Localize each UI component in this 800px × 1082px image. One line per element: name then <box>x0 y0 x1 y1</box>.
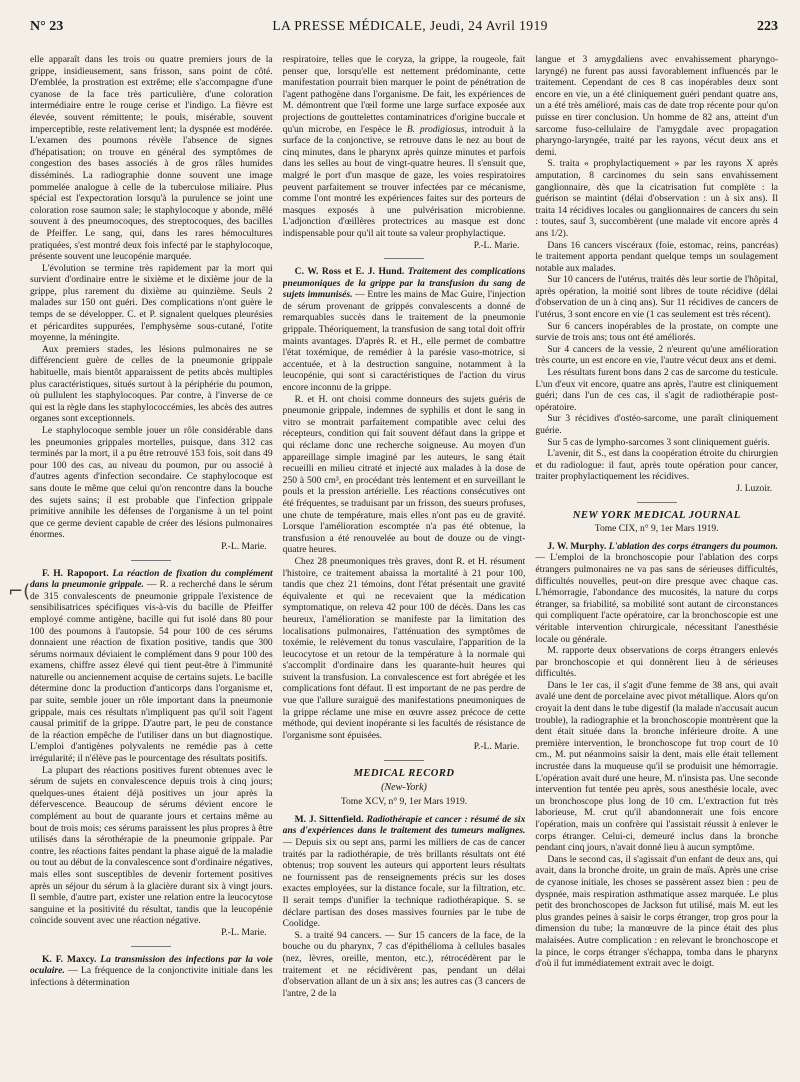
journal-running-title: LA PRESSE MÉDICALE, Jeudi, 24 Avril 1919 <box>272 18 548 33</box>
article-title: Traitement des complications pneumoniques de la grippe par la transfusion du sang de sujets immunisés. <box>282 266 526 301</box>
article-separator <box>131 560 171 561</box>
article-lead <box>30 568 273 765</box>
article-title: L'ablation des corps étrangers du poumon. <box>608 540 779 552</box>
paragraph: Dans le 1er cas, il s'agit d'une femme de 38 ans, qui avait avalé une dent de porcelaine avec pivot métallique. Alors qu'on croyait la dent dans le tube digestif (la malade n'accusait aucun trouble), la radiographie et la bronchoscopie montrèrent que la dent était située dans la bronche inférieure droite. A une première intervention, le bronchoscope fut trop court de 10 cm., M. put néanmoins saisir la dent, mais elle était tellement incrustée dans la muqueuse qu'il se produisit une hémorragie. L'opération avait duré une heure, M. n'insista pas. Une seconde intervention fut tentée peu après, sous anesthésie locale, avec un bronchoscope plus long de 10 cm. L'extraction fut très laborieuse, M. crut qu'il abandonnerait une fois encore l'opération, mais un confrère qui l'assistait réussit à enlever le corps étranger. Celui-ci, demeuré inclus dans la bronche pendant cinq jours, n'avait donné lieu à aucun symptôme. <box>535 679 779 854</box>
paragraph: S. traita « prophylactiquement » par les rayons X après amputation, 8 carcinomes du sein sans envahissement ganglionnaire, dès que la cicatrisation fut complète : la guérison se maintint (délai d'observation : un à six ans). Il traita 14 récidives locales ou ganglionnaires de cancers du sein : toutes, sauf 3, succombèrent (une malade vit encore après 4 ans 1/2). <box>535 158 779 239</box>
article-lead <box>283 266 526 394</box>
handwritten-margin-mark: ⌐( <box>8 581 31 602</box>
journal-city: (New-York) <box>381 781 427 793</box>
paragraph: Sur 5 cas de lympho-sarcomes 3 sont cliniquement guéris. <box>547 436 770 448</box>
column-1 <box>30 54 273 1078</box>
paragraph-text: — Entre les mains de Mac Guire, l'injection de sérum provenant de grippés convalescents a donné de remarquables succès dans le traitement de la pneumonie grippale. Théoriquement, la transfusion de sang total doit offrir maints avantages. D'après R. et H., elle permet de combattre l'état toxémique, de remédier à la parésie vaso-motrice, si accentuée, et à la destruction sanguine, notamment à la leucopénie, qui sont si caractéristiques de l'action du virus encore inconnu de la grippe. <box>282 289 526 394</box>
paragraph: R. et H. ont choisi comme donneurs des sujets guéris de pneumonie grippale, indemnes de syphilis et dont le sang in vitro se montrait parfaitement compatible avec celui des récepteurs, condition qui fait souvent défaut dans la grippe et qui réclame donc une recherche soigneuse. Au moyen d'un appareillage simple imaginé par les auteurs, le sang était recueilli en milieu citraté et injecté aux malades à la dose de 250 à 500 cm³, en procédant très lentement et en surveillant le pouls et la pression artérielle. Les réactions consécutives ont été fréquentes, se traduisant par un frisson, des sueurs profuses, une chute de température, mais elles n'ont pas eu de gravité. Lorsque l'amélioration escomptée n'a pas été obtenue, la transfusion a été renouvelée au bout de douze ou de vingt-quatre heures. <box>282 393 526 556</box>
paragraph: L'avenir, dit S., est dans la coopération étroite du chirurgien et du radiologue: il faut, après toute opération pour cancer, traiter prophylactiquement les récidives. <box>535 448 779 483</box>
journal-issue: Tome XCV, n° 9, 1er Mars 1919. <box>340 796 468 808</box>
page-number: 223 <box>757 19 778 34</box>
paragraph: Chez 28 pneumoniques très graves, dont R. et H. résument l'histoire, ce traitement abaissa la mortalité à 21 pour 100, tandis que chez 21 témoins, dont l'état présentait une gravité équivalente et qui ne recevaient que la médication symptomatique, on releva 42 pour 100 de décès. Dans les cas heureux, l'amélioration se manifeste par la limitation des localisations pulmonaires, l'atténuation des symptômes de toxémie, le relèvement du tonus vasculaire, l'apparition de la leucocytose et un retour de la température à la normale qui s'accomplit d'ordinaire dans les quarante-huit heures qui suivent la transfusion. La convalescence est fort abrégée et les complications font défaut. Il est important de ne pas perdre de vue que l'allure suraiguë des manifestations pneumoniques de la grippe réclame une mise en œuvre assez précoce de cette méthode, qui devient inopérante si les facultés de résistance de l'organisme sont épuisées. <box>282 555 526 741</box>
paragraph: L'évolution se termine très rapidement par la mort qui survient d'ordinaire entre le sixième et le dixième jour de la grippe, plus rarement du dixième au quinzième. Seuls 2 malades sur 150 ont guéri. Des complications n'ont guère le temps de se développer. C. et P. signalent quelques pleurésies et péricardites suppurées, l'emphysème sous-cutané, l'otite moyenne, la méningite. <box>30 262 273 344</box>
paragraph-text: — Depuis six ou sept ans, parmi les milliers de cas de cancer traités par la radiothérapie, de très brillants résultats ont été obtenus; trop souvent les auteurs qui apportent leurs résultats ne fournissent pas de renseignements précis sur les doses exactes employées, sur la distance focale, sur la filtration, etc. Il serait temps d'unifier la technique radiothérapique. S. se déclare partisan des doses massives fournies par le tube de Coolidge. <box>282 837 526 930</box>
paragraph-text: , introduit à la surface de la conjonctive, se retrouve dans le nez au bout de cinq minutes, dans le pharynx après quinze minutes et parfois dans les selles au bout de vingt-quatre heures. Il s'ensuit que, malgré le port d'un masque de gaze, les voies respiratoires peuvent parfaitement se trouver infectées par ce mécanisme, comme l'ont montré les expériences faites sur des porteurs de masques exposés à une pulvérisation microbienne. L'adjonction d'œillères protectrices au masque est donc indispensable pour qu'il ait toute sa valeur prophylactique. <box>282 123 526 239</box>
article-author: J. W. Murphy. <box>547 540 607 552</box>
paragraph: Sur 3 récidives d'ostéo-sarcome, une paraît cliniquement guérie. <box>535 413 779 436</box>
article-separator <box>637 502 677 503</box>
article-author: M. J. Sittenfield. <box>294 813 364 825</box>
paragraph: Le staphylocoque semble jouer un rôle considérable dans les pneumonies grippales mortelles, puisque, dans 312 cas terminés par la mort, il a pu être retrouvé 153 fois, soit dans 49 pour 100 des cas, au niveau du poumon, pur ou associé à d'autres agents d'infection secondaire. Ce staphylocoque est sans doute le même que celui qu'on rencontre dans la bouche des sujets sains; il est probable que l'infection grippale primitive annihile les défenses de l'organisme à un tel point que ce germe devient capable de créer des lésions pulmonaires énormes. <box>30 425 273 541</box>
signature: P.-L. Marie. <box>221 540 267 552</box>
paragraph: La plupart des réactions positives furent obtenues avec le sérum de sujets en convalescence depuis trois à cinq jours; quelques-unes étaient déjà positives un jour après la défervescence. Beaucoup de sérums dévient encore le complément au bout de quarante jours et certains même au bout de trois mois; ces sérums paraissent les plus propres à être utilisés dans la sérothérapie de la pneumonie grippale. Par contre, les réactions faites pendant la phase aiguë de la maladie ou tout au début de la convalescence sont d'ordinaire négatives, mais elles sont susceptibles de devenir fortement positives après un séjour du sérum à la glacière durant six à vingt jours. Il semble, d'autre part, exister une relation entre la leucocytose sanguine et la positivité du résultat, tandis que la leucopénie coïncide souvent avec une réaction négative. <box>30 764 273 927</box>
paragraph: elle apparaît dans les trois ou quatre premiers jours de la grippe, insidieusement, sans frisson, sans point de côté. D'emblée, la prostration est extrême; elle s'accompagne d'une cyanose de la face très particulière, d'une coloration intermédiaire entre le rouge cerise et l'indigo. La fièvre est élevée, souvent rémittente; le pouls, misérable, souvent imperceptible, reste relativement lent; la dyspnée est modérée. L'examen des poumons révèle l'absence de signes d'hépatisation; on trouve en général des symptômes de congestion des bases associés à de gros râles humides disséminés. La radiographie donne souvent une image pommelée analogue à celle de la tuberculose miliaire. Plus spécial est l'expectoration lorsqu'à la purulence se joint une coloration rose saumon sale; le staphylocoque y abonde, mêlé souvent à des pneumocoques, des streptocoques, des bacilles de Pfeiffer. Le sang, qui, dans les rares hémocultures pratiquées, s'est montré deux fois infecté par le staphylocoque, présente souvent une leucopénie marquée. <box>30 54 273 263</box>
paragraph: S. a traité 94 cancers. — Sur 15 cancers de la face, de la bouche ou du pharynx, 7 cas d'épithélioma à cellules basales (nez, lèvres, oreille, menton, etc.), rétrocédèrent par le traitement et ne récidivèrent pas, pendant un délai d'observation allant de un à six ans; les autres cas (3 cancers de l'antre, 2 de la <box>282 929 526 999</box>
article-lead <box>30 954 273 989</box>
article-title: La transmission des infections par la voie oculaire. <box>30 953 273 977</box>
paragraph-text: — L'emploi de la bronchoscopie pour l'ablation des corps étrangers pulmonaires ne va pas sans de sérieuses difficultés, difficultés nouvelles, peut-on dire presque avec chaque cas. L'hémorragie, l'abondance des mucosités, la nature du corps étranger, sa friabilité, sa mobilité sont autant de circonstances qui compliquent l'acte opératoire, car la bronchoscopie est une véritable intervention chirurgicale, nécessitant l'anesthésie locale ou générale. <box>535 552 779 645</box>
paragraph: Dans 16 cancers viscéraux (foie, estomac, reins, pancréas) le traitement apporta pendant quelque temps un soulagement notable aux malades. <box>535 239 779 274</box>
paragraph: Sur 4 cancers de la vessie, 2 n'eurent qu'une amélioration très courte, un est encore en vie, l'autre vécut deux ans et demi. <box>535 343 779 367</box>
species-name: B. prodigiosus <box>406 123 465 135</box>
page-header <box>30 18 778 40</box>
paragraph-text: — R. a recherché dans le sérum de 315 convalescents de pneumonie grippale l'existence de sensibilisatrices spécifiques vis-à-vis du bacille de Pfeiffer employé comme antigène, bacille qui fut isolé dans 80 pour 100 des poumons à l'autopsie. 54 pour 100 de ces sérums donnaient une réaction de fixation positive, tandis que 300 sérums normaux déviaient le complément dans 9 pour 100 des examens, chiffre assez élevé qui tient peut-être à l'immunité naturelle ou anciennement acquise de certains sujets. Le bacille détermine donc la production d'anticorps dans l'organisme et, par suite, semble jouer un rôle important dans la pneumonie grippale, mais ces résultats n'impliquent pas qu'il soit l'agent causal primitif de la grippe. D'autre part, le peu de constance de la réaction empêche de l'utiliser dans un but diagnostique. L'emploi d'antigènes polyvalents ne remédie pas à cette irrégularité; il n'élève pas le pourcentage des résultats positifs. <box>30 579 273 765</box>
paragraph: Dans le second cas, il s'agissait d'un enfant de deux ans, qui avait, dans la bronche droite, un grain de maïs. Après une crise de cyanose initiale, les choses se passèrent assez bien : peu de dyspnée, mais respiration asthmatique assez marquée. Le plus petit des bronchoscopes de Jackson fut utilisé, mais M. eut les plus grandes peines à saisir le corps étranger, trop gros pour la dimension du tube; la manœuvre de la pince était des plus malaisées. Autre complication : en relevant le bronchoscope et la pince, le corps étranger s'échappa, tomba dans le pharynx d'où il fut immédiatement extrait avec le doigt. <box>535 853 779 970</box>
paragraph-text: respiratoire, telles que le coryza, la grippe, la rougeole, fait penser que, lorsqu'elle est nettement prédominante, cette manifestation pourrait bien marquer le point de pénétration de l'agent pathogène dans l'organisme. De fait, les expériences de M. démontrent que l'œil forme une large surface exposée aux projections de gouttelettes contaminatrices d'origine buccale et qu'un microbe, en l'espèce le <box>282 54 526 135</box>
article-lead <box>535 541 778 645</box>
paragraph: Les résultats furent bons dans 2 cas de sarcome du testicule. L'un d'eux vit encore, quatre ans après, l'autre est cliniquement guéri; dans l'un de ces cas, il s'agit de radiothérapie post-opératoire. <box>535 367 779 413</box>
signature: J. Luzoir. <box>736 482 773 494</box>
article-title: La réaction de fixation du complément dans la pneumonie grippale. <box>30 567 273 591</box>
article-author: C. W. Ross et E. J. Hund. <box>294 266 405 278</box>
article-separator <box>384 258 424 259</box>
paragraph: Aux premiers stades, les lésions pulmonaires ne se différencient guère de celles de la pneumonie grippale habituelle, mais bientôt apparaissent de petits abcès multiples plus caractéristiques, situés surtout à la périphérie du poumon, où pullulent les staphylocoques. Par contre, à l'inverse de ce qui est la règle dans les staphylococcémies, les abcès des autres organes sont exceptionnels. <box>30 343 273 425</box>
article-lead <box>283 814 526 930</box>
signature: P.-L. Marie. <box>473 741 520 753</box>
journal-heading: NEW YORK MEDICAL JOURNAL <box>572 509 741 521</box>
signature: P.-L. Marie. <box>473 239 520 251</box>
article-separator <box>384 760 424 761</box>
paragraph <box>283 54 526 240</box>
paragraph: langue et 3 amygdaliens avec envahissement pharyngo-laryngé) ne furent pas aussi favorablement influencés par le traitement. Cependant de ces 8 cas inopérables deux sont encore en vie, un a été cliniquement guéri pendant quatre ans, un a été très amélioré, mais cas de date trop récente pour qu'on puisse en tirer conclusion. Un homme de 82 ans, atteint d'un sarcome fuso-cellulaire de l'amygdale avec propagation pharyngo-laryngée, traité par les rayons, vécut deux ans et demi. <box>535 54 779 158</box>
article-author: F. H. Rapoport. <box>42 567 109 579</box>
signature: P.-L. Marie. <box>221 926 267 938</box>
article-title: Radiothérapie et cancer : résumé de six ans d'expériences dans le traitement des tumeurs malignes. <box>282 813 526 837</box>
article-columns <box>30 54 778 1078</box>
paragraph: Sur 6 cancers inopérables de la prostate, on compte une survie de trois ans; tous ont été améliorés. <box>535 320 779 344</box>
paragraph-text: — La fréquence de la conjonctivite initiale dans les infections à détermination <box>30 965 273 988</box>
article-separator <box>131 946 171 947</box>
journal-heading: MEDICAL RECORD <box>353 768 455 780</box>
column-3 <box>535 54 778 1078</box>
issue-number: N° 23 <box>30 19 64 34</box>
journal-issue: Tome CIX, n° 9, 1er Mars 1919. <box>594 523 719 535</box>
article-author: K. F. Maxcy. <box>42 953 97 965</box>
paragraph: M. rapporte deux observations de corps étrangers enlevés par bronchoscopie et qui donnèrent lieu à de sérieuses difficultés. <box>535 645 779 680</box>
column-2 <box>283 54 526 1078</box>
paragraph: Sur 10 cancers de l'utérus, traités dès leur sortie de l'hôpital, après opération, la moitié sont libres de toute récidive (délai d'observation de un à cinq ans). Sur 11 récidives de cancers de l'utérus, 3 sont encore en vie (1 cas seulement est très récent). <box>535 274 779 321</box>
